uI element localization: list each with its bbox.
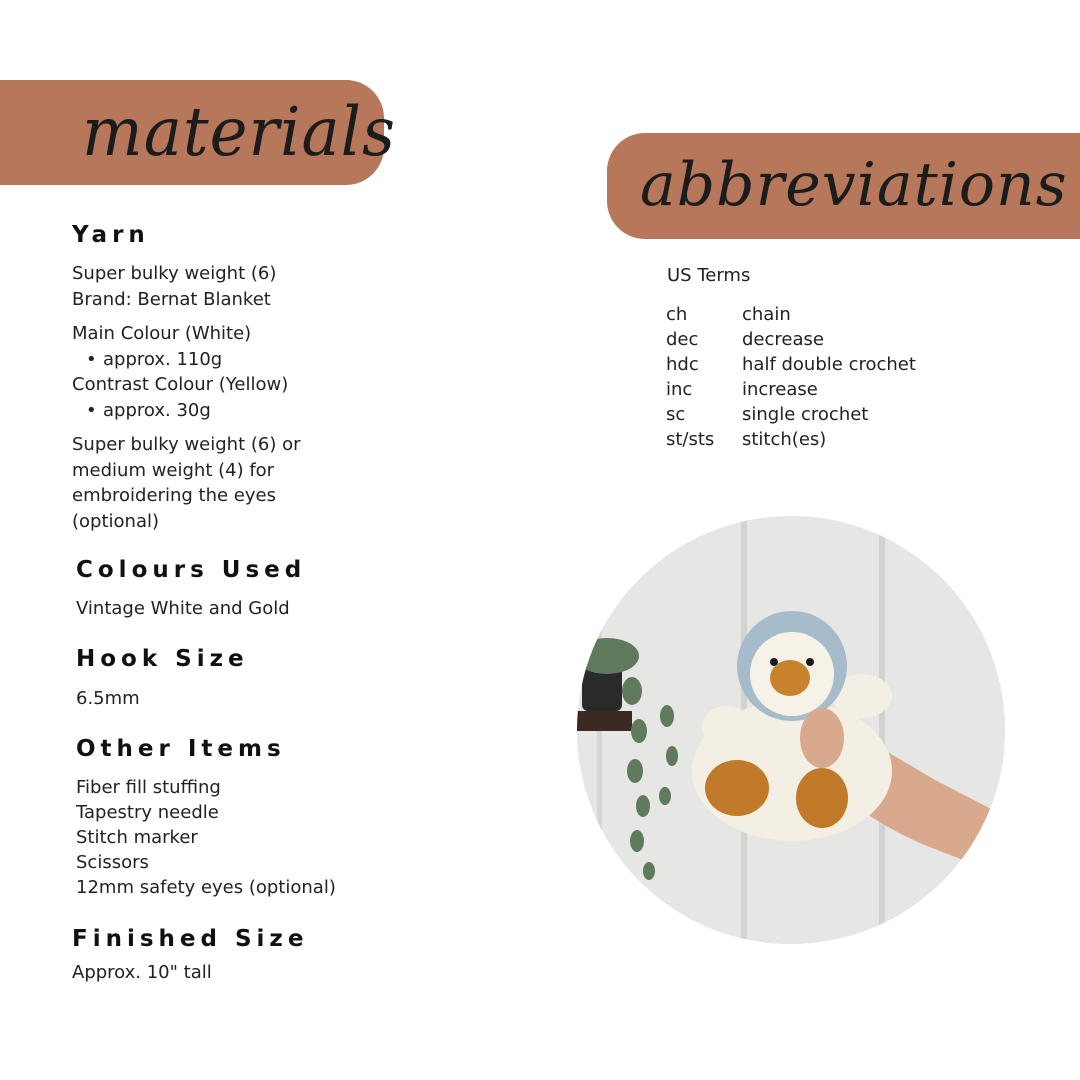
abbr-row	[666, 402, 916, 427]
other-list	[76, 775, 336, 900]
abbr-row	[666, 427, 916, 452]
colours-value: Vintage White and Gold	[76, 598, 290, 619]
abbr-row	[666, 327, 916, 352]
abbreviations-title: abbreviations	[640, 150, 1068, 220]
list-item: Tapestry needle	[76, 802, 219, 823]
main-amount: • approx. 110g	[72, 347, 288, 373]
abbr-meaning: half double crochet	[742, 354, 916, 375]
abbr-key: hdc	[666, 354, 699, 375]
list-item: Stitch marker	[76, 827, 198, 848]
materials-title: materials	[82, 94, 396, 172]
duck-photo	[577, 516, 1005, 944]
hook-heading: Hook Size	[76, 646, 249, 672]
yarn-weight-block	[72, 261, 276, 312]
abbr-meaning: decrease	[742, 329, 824, 350]
abbreviations-list	[666, 302, 916, 452]
eyes-line: embroidering the eyes	[72, 485, 276, 506]
abbr-row	[666, 302, 916, 327]
eyes-line: (optional)	[72, 510, 159, 532]
other-heading: Other Items	[76, 736, 286, 762]
yarn-brand: Brand: Bernat Blanket	[72, 288, 271, 310]
finished-value: Approx. 10" tall	[72, 962, 212, 983]
contrast-amount: • approx. 30g	[72, 398, 288, 424]
abbr-key: inc	[666, 379, 693, 400]
hook-value: 6.5mm	[76, 688, 140, 709]
finished-heading: Finished Size	[72, 926, 309, 952]
yarn-colours-block	[72, 321, 288, 423]
abbr-key: st/sts	[666, 429, 715, 450]
contrast-colour: Contrast Colour (Yellow)	[72, 374, 289, 395]
eyes-line: Super bulky weight (6) or	[72, 434, 301, 455]
list-item: Fiber fill stuffing	[76, 777, 221, 798]
abbr-key: dec	[666, 329, 699, 350]
duck-illustration	[577, 516, 1005, 944]
main-colour: Main Colour (White)	[72, 323, 252, 344]
yarn-heading: Yarn	[72, 222, 150, 248]
terms-label: US Terms	[667, 265, 751, 286]
yarn-eyes-block	[72, 432, 301, 534]
abbr-key: ch	[666, 304, 688, 325]
eyes-line: medium weight (4) for	[72, 459, 275, 481]
list-item: Scissors	[76, 852, 149, 873]
abbr-meaning: increase	[742, 379, 818, 400]
colours-heading: Colours Used	[76, 557, 307, 583]
abbr-row	[666, 377, 916, 402]
list-item: 12mm safety eyes (optional)	[76, 877, 336, 898]
abbr-meaning: chain	[742, 304, 791, 325]
abbr-key: sc	[666, 404, 686, 425]
abbr-row	[666, 352, 916, 377]
abbr-meaning: single crochet	[742, 404, 869, 425]
abbr-meaning: stitch(es)	[742, 429, 827, 450]
yarn-weight: Super bulky weight (6)	[72, 263, 277, 284]
